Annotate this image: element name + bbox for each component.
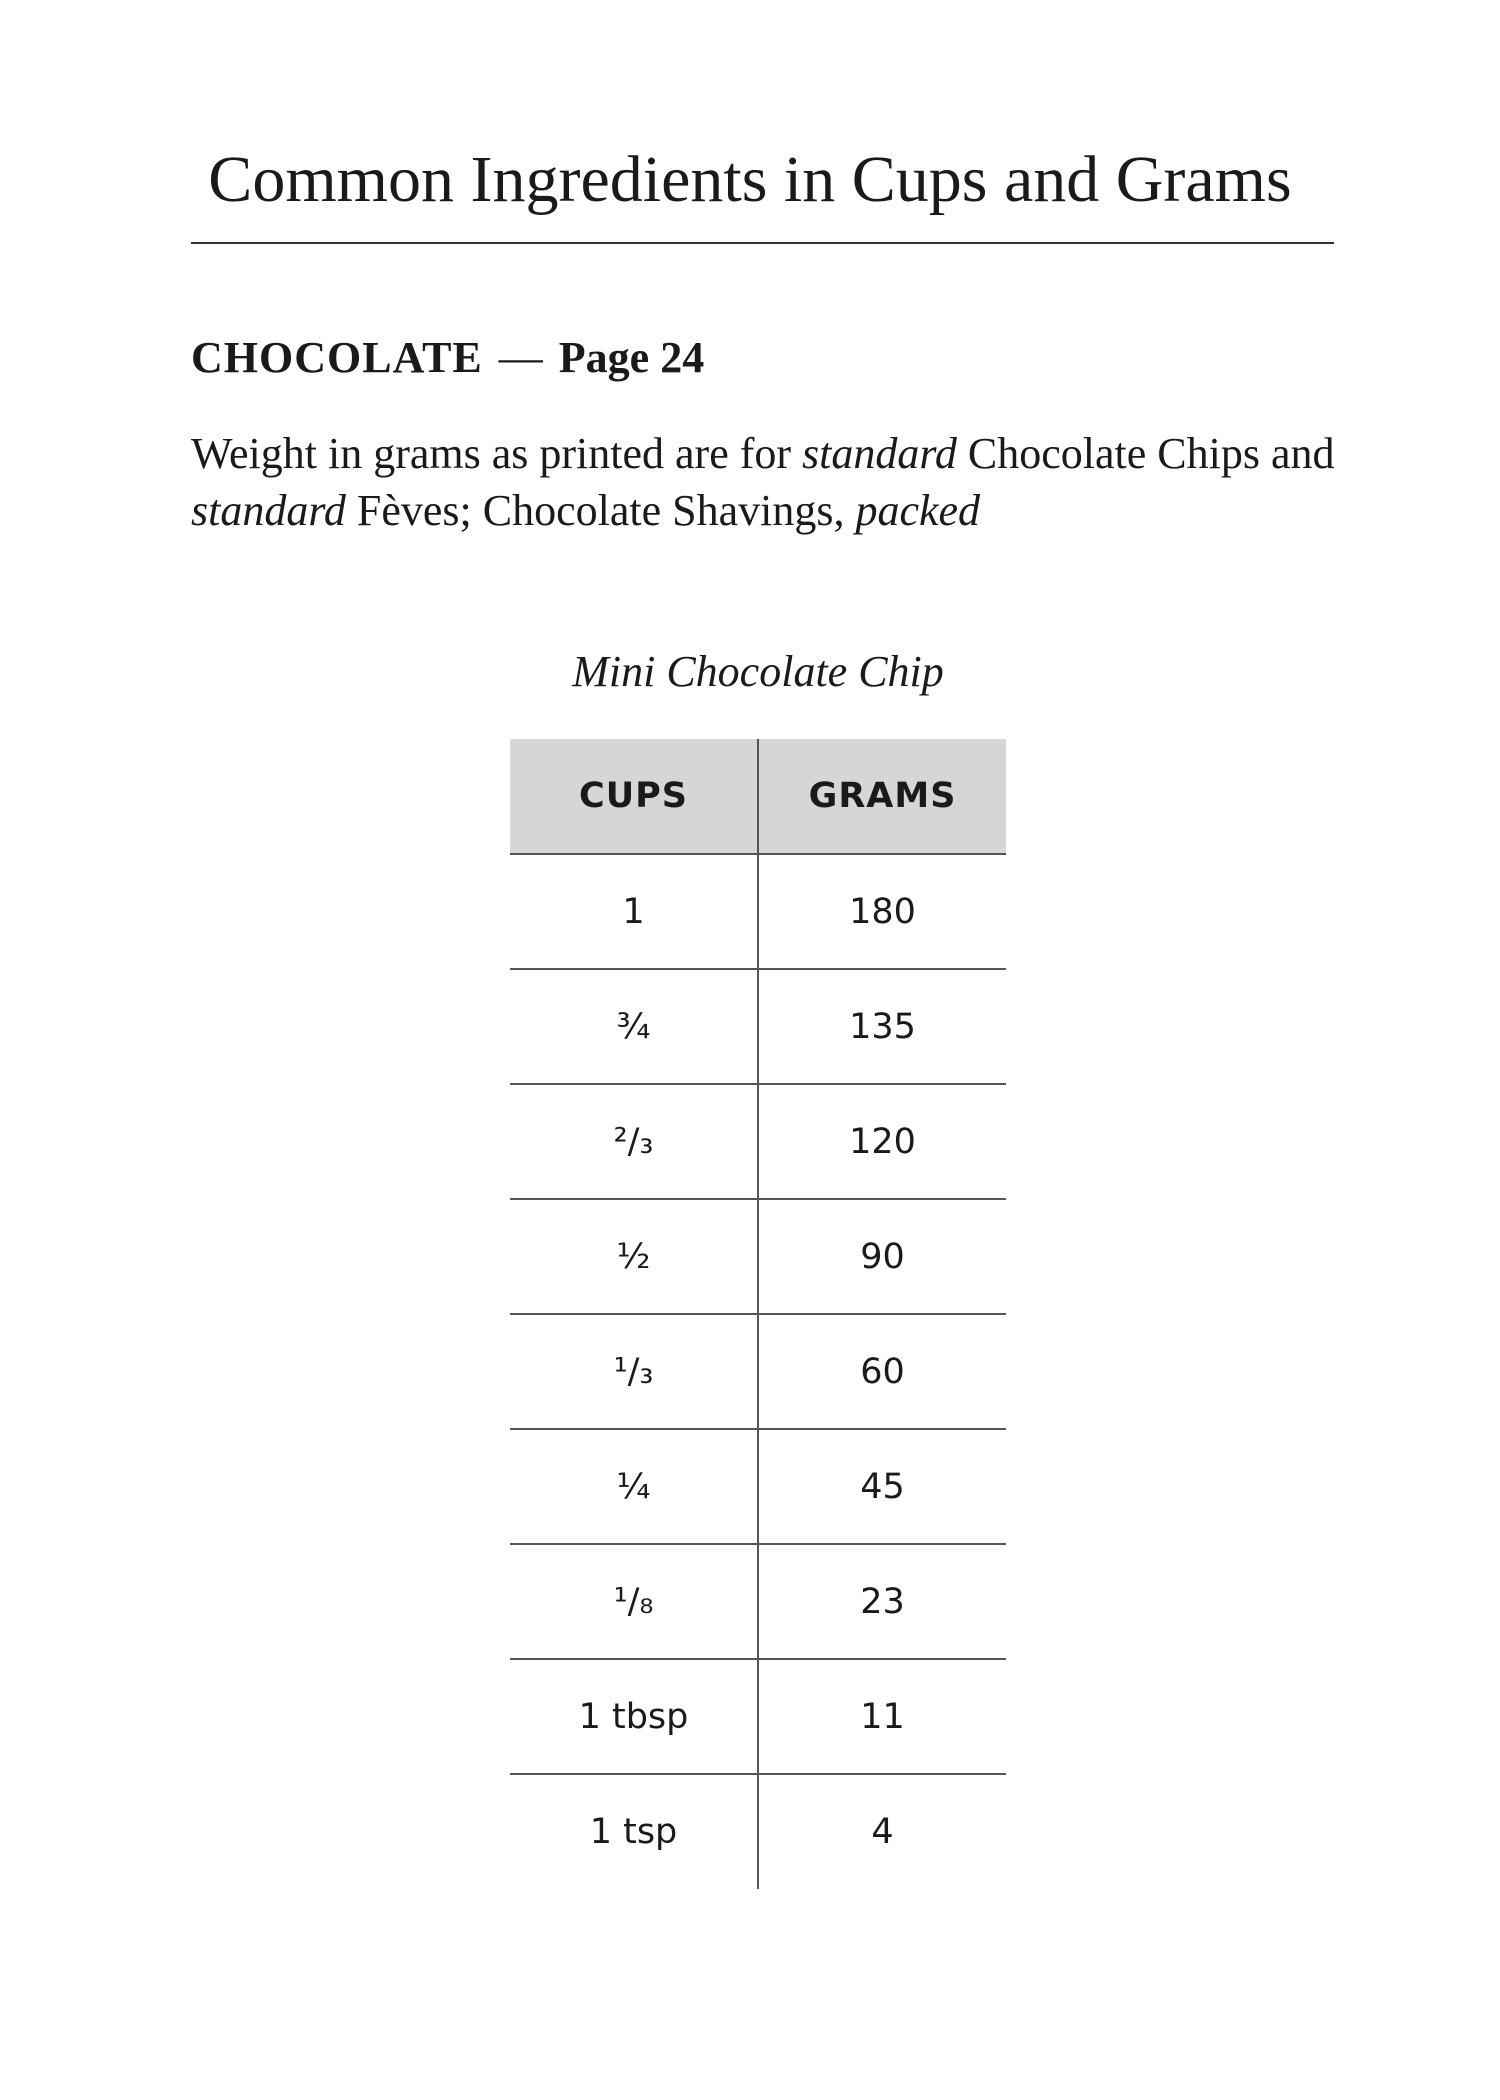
grams-cell: 180	[758, 854, 1006, 969]
grams-cell: 135	[758, 969, 1006, 1084]
section-separator: —	[498, 333, 543, 382]
cups-cell: ½	[510, 1199, 758, 1314]
table-row	[510, 1544, 1006, 1659]
table-header-row	[510, 739, 1006, 854]
table-row	[510, 1314, 1006, 1429]
section-heading	[191, 330, 704, 386]
table-row	[510, 1199, 1006, 1314]
section-page-ref: Page 24	[558, 333, 705, 382]
table-row	[510, 854, 1006, 969]
table-row	[510, 1429, 1006, 1544]
conversion-table	[510, 739, 1006, 1889]
grams-cell: 11	[758, 1659, 1006, 1774]
cups-cell: ²/₃	[510, 1084, 758, 1199]
description-text: Fèves; Chocolate Shavings,	[345, 486, 856, 535]
header-cups: CUPS	[510, 739, 758, 854]
cups-cell: 1 tbsp	[510, 1659, 758, 1774]
cups-cell: 1	[510, 854, 758, 969]
title-divider	[191, 242, 1334, 244]
page-title: Common Ingredients in Cups and Grams	[208, 143, 1292, 216]
cups-cell: ¹/₃	[510, 1314, 758, 1429]
description-text: Weight in grams as printed are for	[191, 429, 803, 478]
grams-cell: 23	[758, 1544, 1006, 1659]
description-text: Chocolate Chips and	[956, 429, 1335, 478]
table-row	[510, 969, 1006, 1084]
table-row	[510, 1084, 1006, 1199]
description-emphasis: standard	[802, 429, 957, 478]
cups-cell: 1 tsp	[510, 1774, 758, 1889]
section-name: CHOCOLATE	[191, 333, 483, 382]
description-emphasis: packed	[855, 486, 981, 535]
table-row	[510, 1659, 1006, 1774]
grams-cell: 45	[758, 1429, 1006, 1544]
cups-cell: ¾	[510, 969, 758, 1084]
grams-cell: 60	[758, 1314, 1006, 1429]
grams-cell: 120	[758, 1084, 1006, 1199]
grams-cell: 90	[758, 1199, 1006, 1314]
description	[191, 425, 1341, 539]
grams-cell: 4	[871, 1812, 894, 1852]
table-row	[510, 1774, 1006, 1889]
table-caption: Mini Chocolate Chip	[572, 647, 944, 696]
header-grams: GRAMS	[758, 739, 1006, 854]
cups-cell: ¼	[510, 1429, 758, 1544]
description-emphasis: standard	[191, 486, 346, 535]
cups-cell: ¹/₈	[510, 1544, 758, 1659]
